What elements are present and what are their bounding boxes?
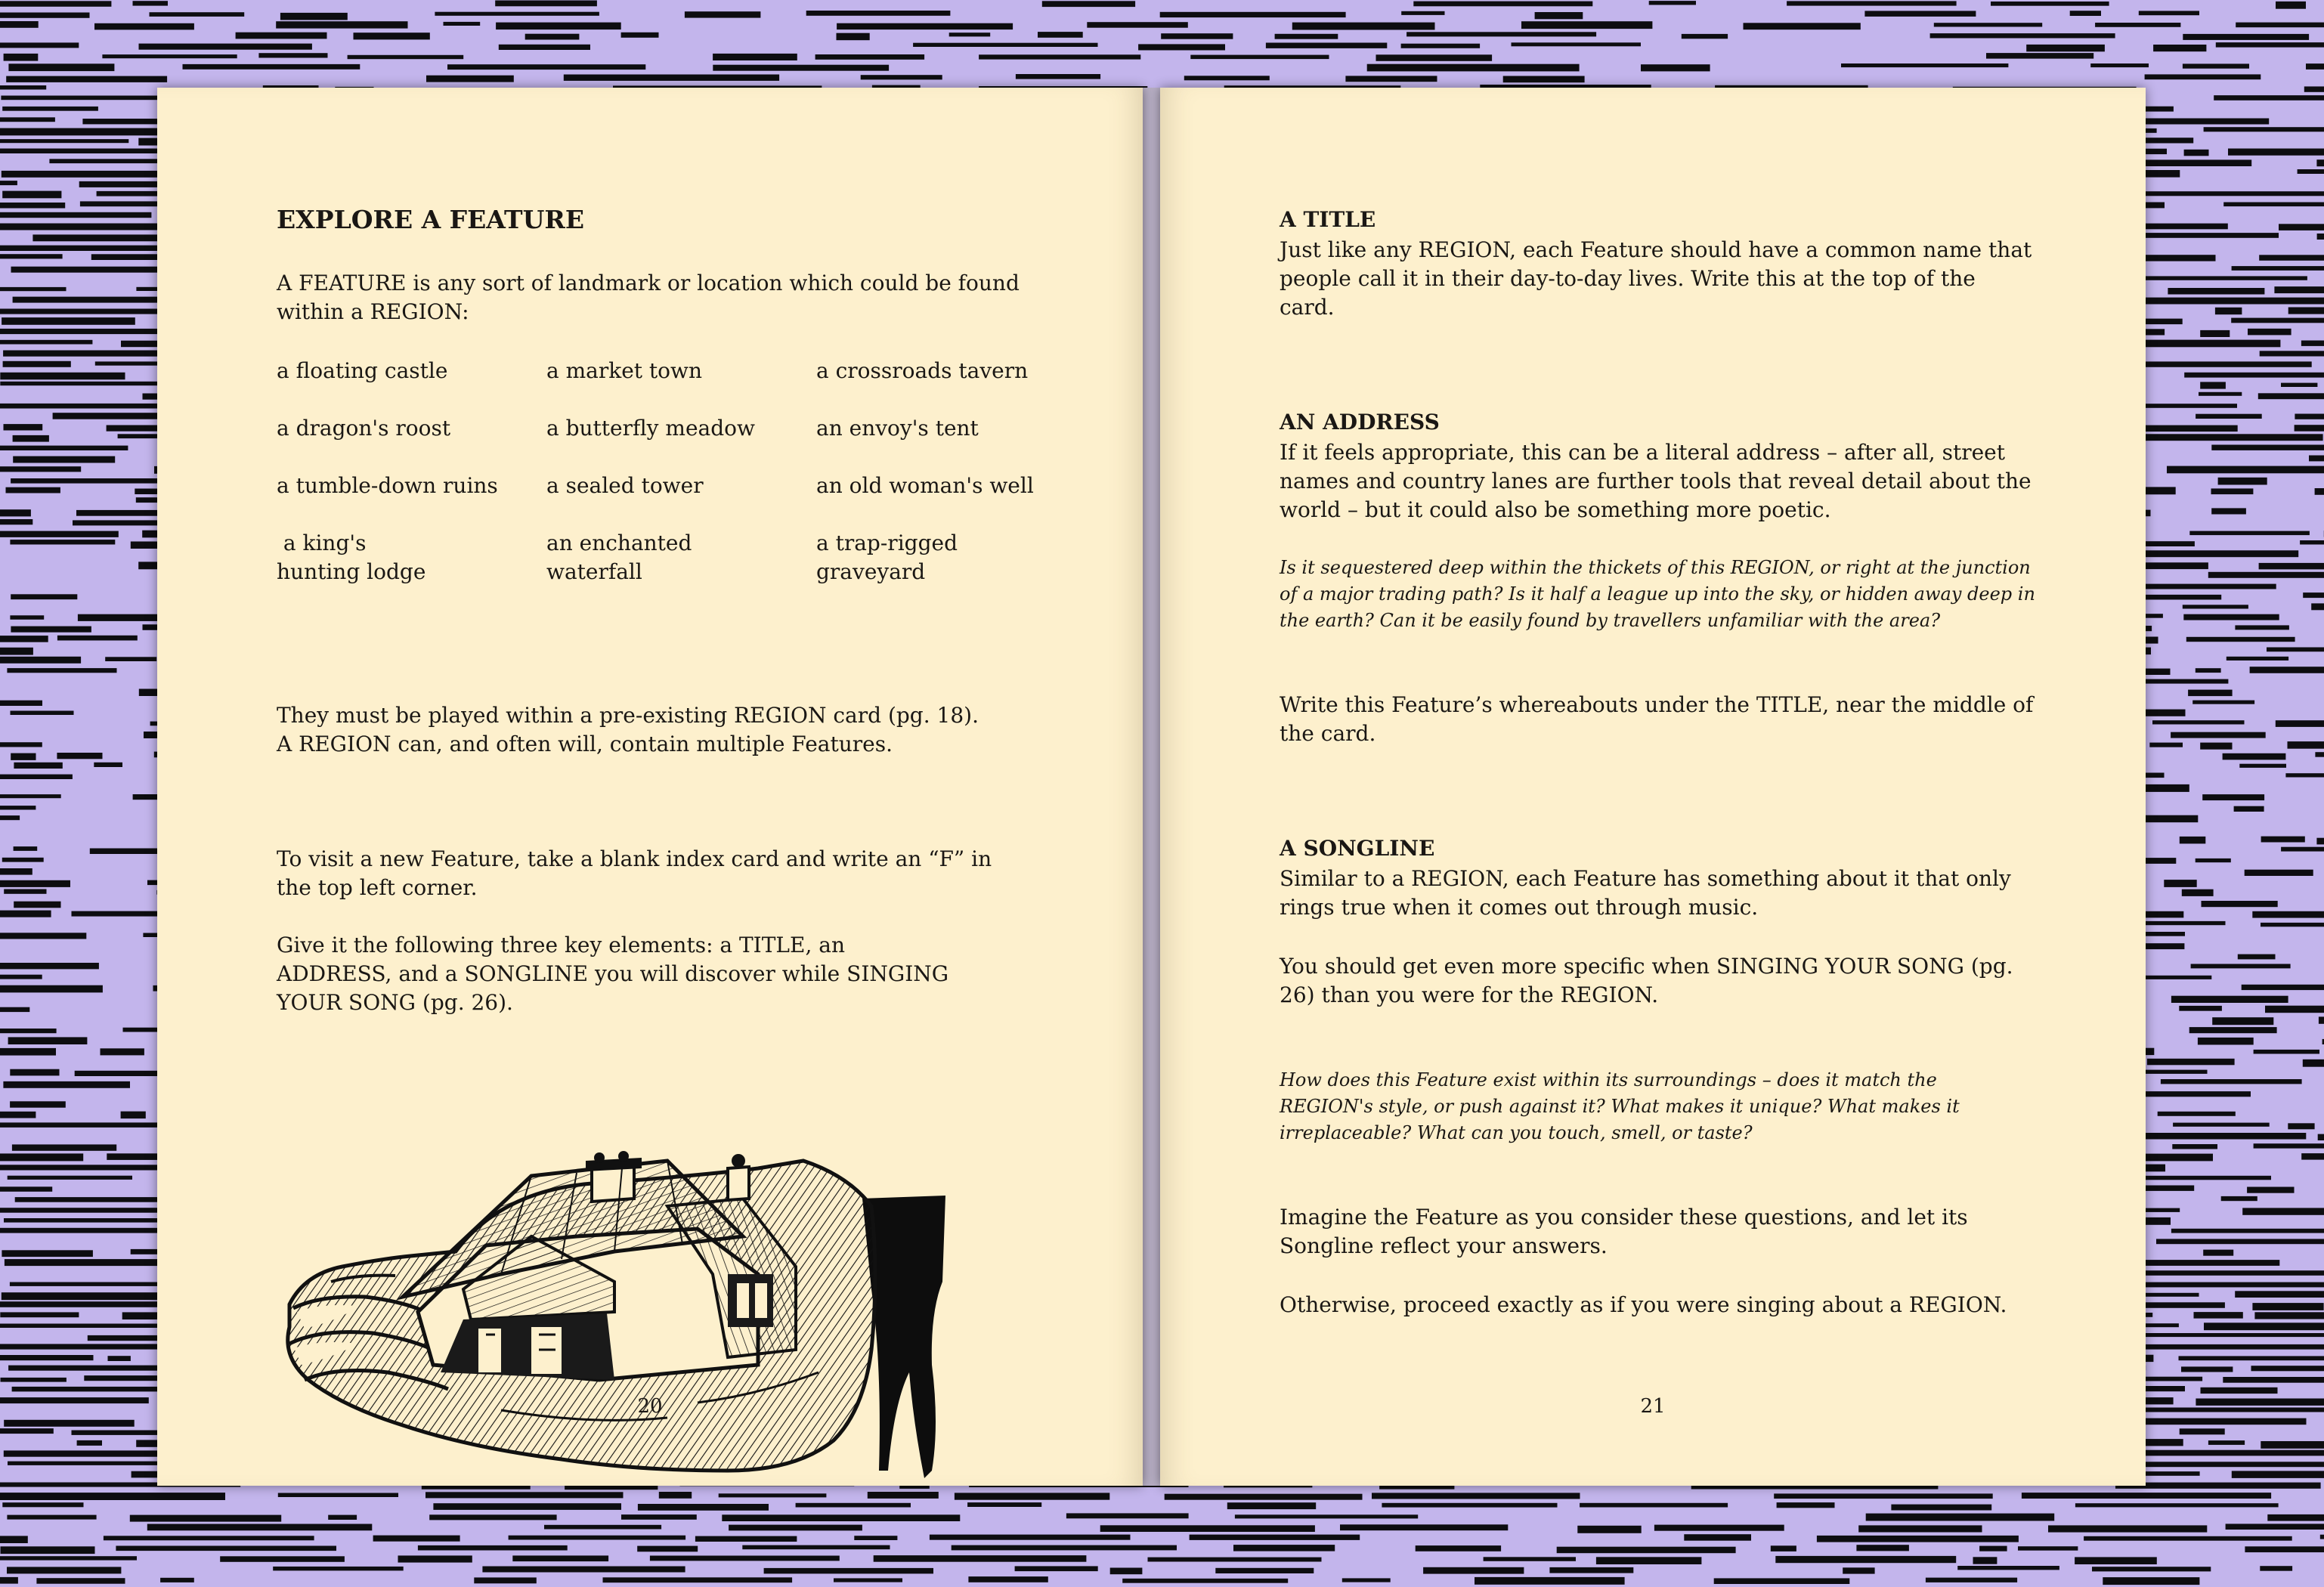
- imagine-text: Imagine the Feature as you consider these questions, and let its Songline reflect your answers.: [1280, 1205, 1968, 1258]
- title-heading: A TITLE: [1280, 207, 1376, 232]
- key-elements-instruction: Give it the following three key elements: a TITLE, an ADDRESS, and a SONGLINE you will discover while SINGING YOUR SONG (pg. 26).: [277, 933, 949, 1015]
- example-item: a sealed tower: [546, 473, 704, 498]
- book-gutter: [1143, 88, 1160, 1486]
- right-page: [1160, 88, 2146, 1486]
- example-item: an envoy's tent: [816, 416, 979, 441]
- example-item: a dragon's roost: [277, 416, 451, 441]
- region-note-2: A REGION can, and often will, contain multiple Features.: [277, 732, 893, 756]
- songline-questions: How does this Feature exist within its surroundings – does it match the REGION's style, or push against it? What makes it unique? What makes it irreplaceable? What can you touch, smell, or taste?: [1280, 1069, 1960, 1143]
- feature-heading: EXPLORE A FEATURE: [277, 205, 584, 234]
- address-questions: Is it sequestered deep within the thickets of this REGION, or right at the junction of a major trading path? Is it half a league up into the sky, or hidden away deep in the earth? Can it be easily found by travellers unfamiliar with the area?: [1280, 557, 2035, 631]
- hand-holding-house-illustration: [274, 1047, 1030, 1486]
- songline-text: Similar to a REGION, each Feature has something about it that only rings true when it comes out through music.: [1280, 866, 2011, 920]
- example-item: a trap-rigged graveyard: [816, 531, 958, 584]
- page-number: 21: [1640, 1395, 1666, 1418]
- example-item: a crossroads tavern: [816, 358, 1029, 383]
- example-item: an enchanted waterfall: [546, 531, 692, 584]
- feature-intro: A FEATURE is any sort of landmark or location which could be found within a REGION:: [277, 271, 1020, 324]
- visit-instruction: To visit a new Feature, take a blank index card and write an “F” in the top left corner.: [277, 846, 992, 900]
- example-item: a market town: [546, 358, 703, 383]
- example-item: a floating castle: [277, 358, 448, 383]
- page-number: 20: [637, 1395, 663, 1418]
- example-item: a king's hunting lodge: [277, 531, 426, 584]
- example-item: an old woman's well: [816, 473, 1034, 498]
- address-instruction: Write this Feature’s whereabouts under the TITLE, near the middle of the card.: [1280, 692, 2034, 746]
- example-item: a tumble-down ruins: [277, 473, 498, 498]
- left-page: [157, 88, 1143, 1486]
- example-item: a butterfly meadow: [546, 416, 755, 441]
- songline-heading: A SONGLINE: [1280, 836, 1435, 861]
- region-note-1: They must be played within a pre-existing REGION card (pg. 18).: [277, 703, 979, 728]
- address-text: If it feels appropriate, this can be a literal address – after all, street names and country lanes are further tools that reveal detail about the world – but it could also be something more poetic.: [1280, 440, 2032, 522]
- otherwise-text: Otherwise, proceed exactly as if you were singing about a REGION.: [1280, 1292, 2007, 1317]
- address-heading: AN ADDRESS: [1280, 410, 1440, 435]
- songline-specific: You should get even more specific when SINGING YOUR SONG (pg. 26) than you were for the REGION.: [1280, 954, 2013, 1007]
- title-text: Just like any REGION, each Feature should have a common name that people call it in their day-to-day lives. Write this at the top of the card.: [1280, 237, 2032, 320]
